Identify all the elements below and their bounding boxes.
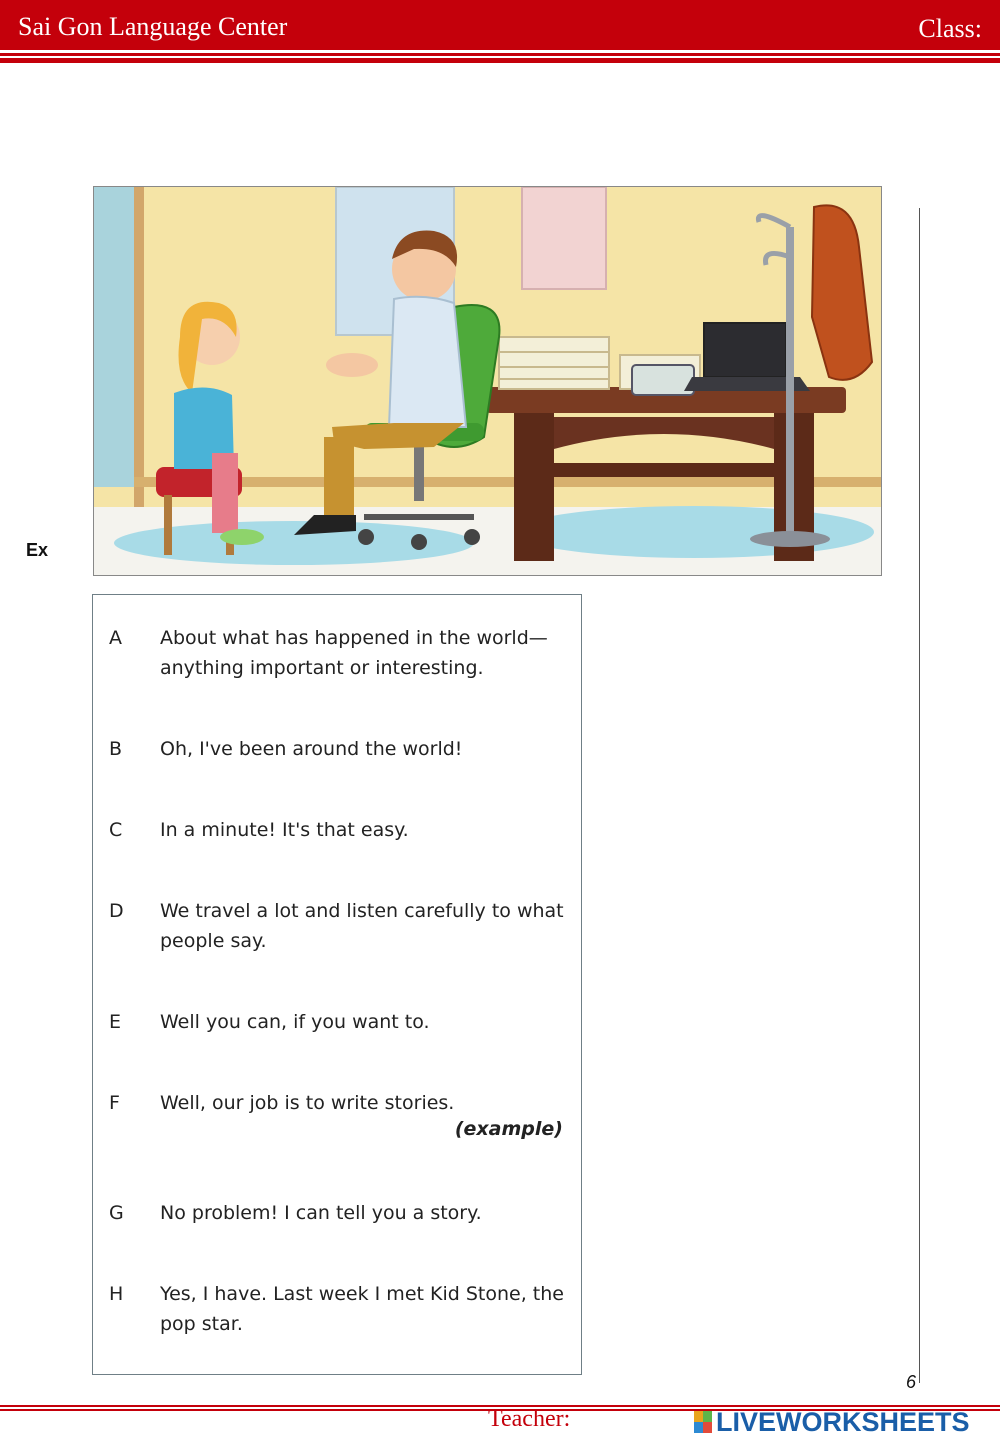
option-text: Well you can, if you want to.	[160, 1011, 430, 1033]
response-options-box	[92, 594, 582, 1375]
option-text: No problem! I can tell you a story.	[160, 1202, 482, 1224]
option-text: In a minute! It's that easy.	[160, 819, 409, 841]
header-divider-thick	[0, 58, 1000, 63]
option-letter: E	[109, 1011, 122, 1033]
option-text: Yes, I have. Last week I met Kid Stone, the pop star.	[160, 1283, 564, 1335]
page-edge-rule	[919, 208, 920, 1383]
option-text: We travel a lot and listen carefully to what people say.	[160, 900, 564, 952]
example-note: (example)	[454, 1118, 563, 1140]
teacher-label: Teacher:	[488, 1406, 571, 1432]
office-illustration	[93, 186, 882, 576]
option-letter: H	[109, 1283, 124, 1305]
page-number-fragment: 6	[906, 1372, 917, 1392]
brand-name: LIVEWORKSHEETS	[716, 1406, 970, 1437]
option-letter: G	[109, 1202, 124, 1224]
option-letter: A	[109, 627, 122, 649]
option-letter: F	[109, 1092, 120, 1114]
office-scene-image	[94, 187, 882, 576]
option-text: About what has happened in the world— anything important or interesting.	[160, 627, 548, 679]
school-name: Sai Gon Language Center	[18, 12, 288, 41]
option-text: Oh, I've been around the world!	[160, 738, 463, 760]
option-letter: D	[109, 900, 124, 922]
margin-text-fragment: Ex	[26, 540, 49, 560]
option-letter: C	[109, 819, 123, 841]
class-label: Class:	[918, 14, 982, 43]
liveworksheets-logo-icon	[694, 1411, 712, 1433]
option-letter: B	[109, 738, 123, 760]
header-bar	[0, 0, 1000, 50]
header-divider	[0, 53, 1000, 56]
liveworksheets-brand[interactable]	[694, 1406, 970, 1438]
option-text: Well, our job is to write stories.	[160, 1092, 455, 1114]
